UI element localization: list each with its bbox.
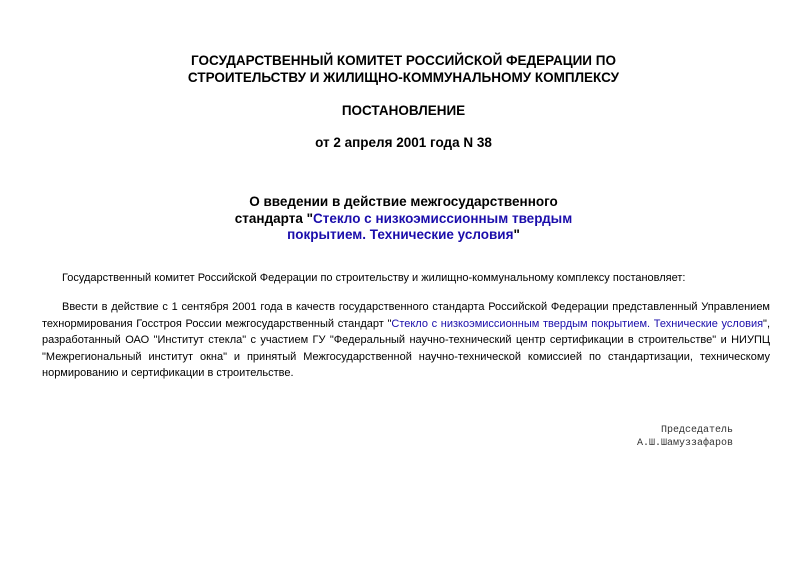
resolution-intro-paragraph: Государственный комитет Российской Федерации по строительству и жилищно-коммунальному комплексу постановляет:	[62, 272, 686, 284]
resolution-paragraph	[42, 299, 770, 382]
resolution-text-before: Ввести в действие с 1 сентября 2001 года в качеств государственного стандарта Российской Федерации представленный Управлением технормирования Госстроя России межгосударственный стандарт "	[42, 301, 770, 330]
standard-title-link-part-2[interactable]: покрытием. Технические условия	[287, 227, 514, 242]
issuing-authority	[0, 52, 807, 86]
subject-line-3	[0, 227, 807, 244]
signatory-title: Председатель	[660, 425, 733, 436]
standard-title-link-part-1[interactable]: Стекло с низкоэмиссионным твердым	[313, 210, 573, 226]
document-date-number: от 2 апреля 2001 года N 38	[315, 135, 492, 150]
document-type: ПОСТАНОВЛЕНИЕ	[341, 103, 466, 118]
subject-prefix: стандарта "	[234, 210, 313, 226]
subject-line-2	[0, 211, 807, 228]
authority-line-1: ГОСУДАРСТВЕННЫЙ КОМИТЕТ РОССИЙСКОЙ ФЕДЕРАЦИИ ПО	[191, 53, 616, 68]
authority-line-2: СТРОИТЕЛЬСТВУ И ЖИЛИЩНО-КОММУНАЛЬНОМУ КОМПЛЕКСУ	[187, 70, 620, 85]
standard-link[interactable]: Стекло с низкоэмиссионным твердым покрытием. Технические условия	[391, 317, 764, 330]
subject-suffix: "	[513, 227, 520, 242]
subject-line-1: О введении в действие межгосударственного	[249, 194, 558, 209]
resolution-text-after: ", разработанный ОАО "Институт стекла" с участием ГУ "Федеральный научно-технический центр сертификации в строительстве" и НИУПЦ "Межрегиональный институт окна" и принятый Межгосударственной научно-технической комиссией по стандартизации, техническому нормированию и сертификации в строительстве.	[42, 317, 771, 379]
document-subject	[0, 194, 807, 244]
signatory-name: А.Ш.Шамуззафаров	[636, 438, 733, 449]
signature-block	[637, 424, 733, 450]
